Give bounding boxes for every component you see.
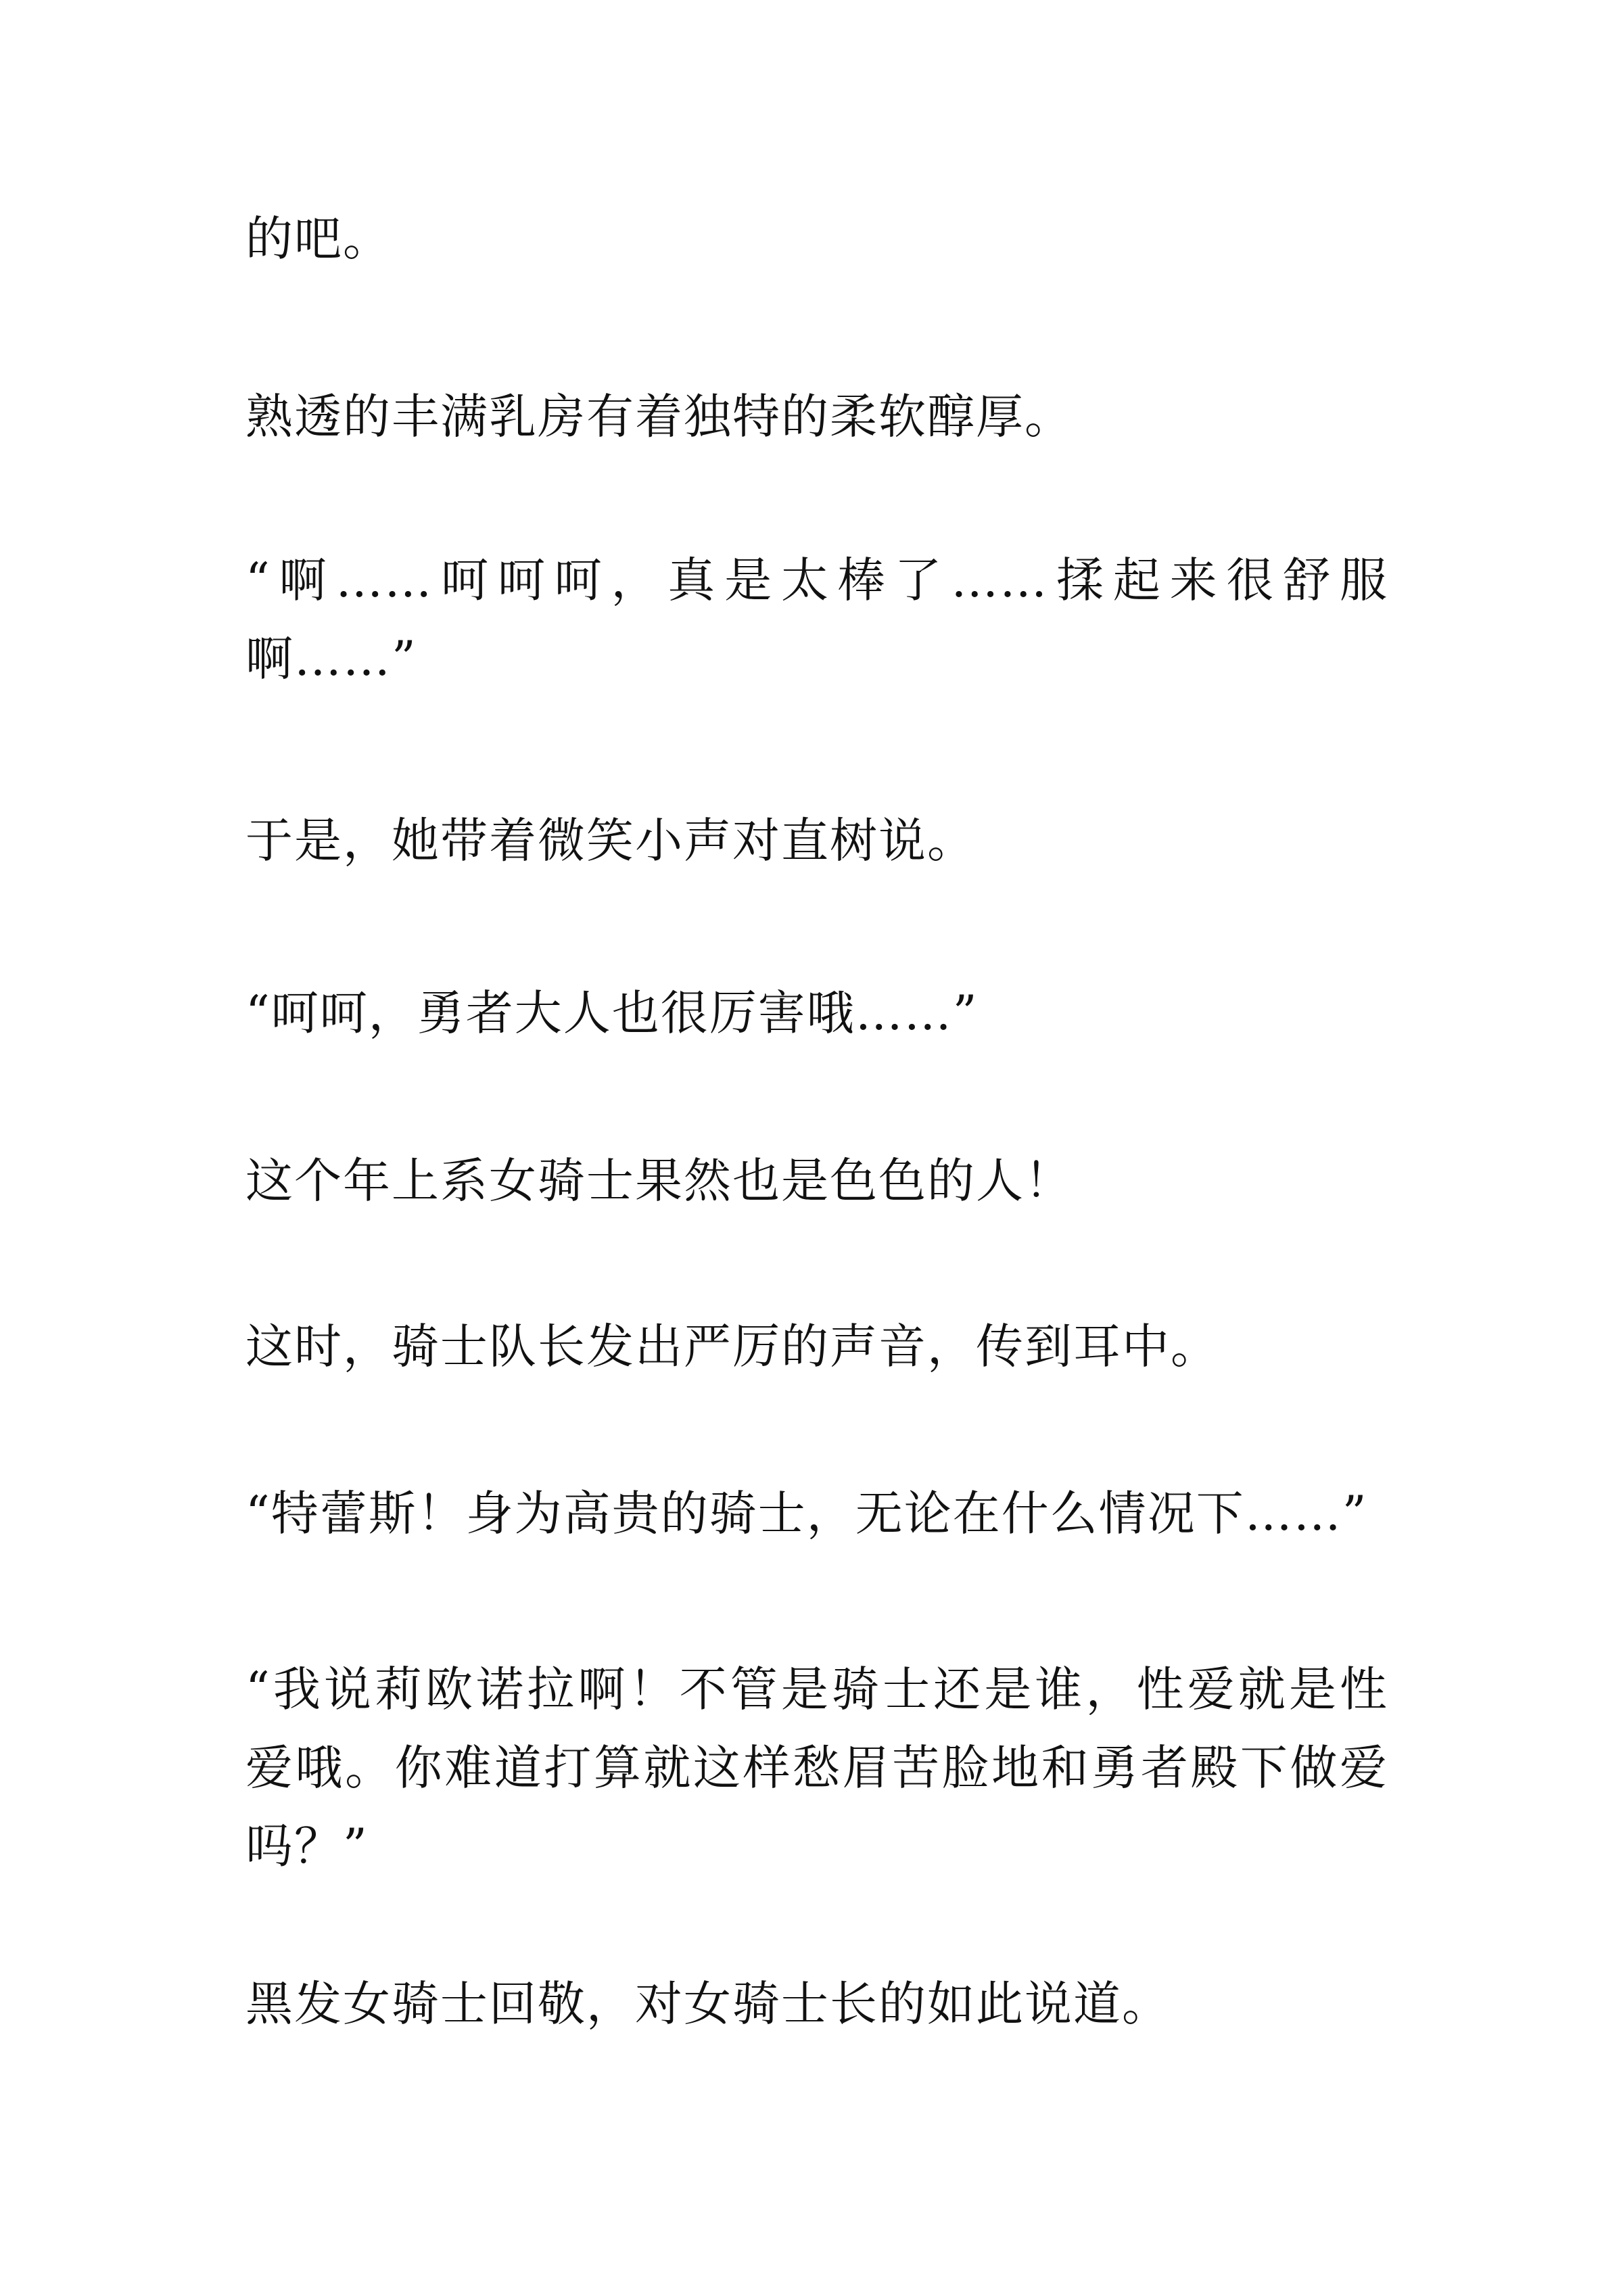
paragraph: 这时，骑士队长发出严厉的声音，传到耳中。 bbox=[245, 1319, 1219, 1374]
paragraph: “我说莉欧诺拉啊！不管是骑士还是谁，性爱就是性爱哦。你难道打算就这样愁眉苦脸地和勇者殿下做爱吗？” bbox=[245, 1662, 1388, 1874]
paragraph: “特蕾斯！身为高贵的骑士，无论在什么情况下……” bbox=[245, 1486, 1368, 1541]
paragraph: 这个年上系女骑士果然也是色色的人！ bbox=[245, 1153, 1073, 1209]
paragraph: “啊……呵呵呵，真是太棒了……揉起来很舒服啊……” bbox=[245, 553, 1388, 686]
paragraph: “呵呵，勇者大人也很厉害哦……” bbox=[245, 985, 979, 1041]
paragraph: 的吧。 bbox=[245, 211, 392, 266]
paragraph: 于是，她带着微笑小声对直树说。 bbox=[245, 813, 976, 868]
paragraph: 黑发女骑士回敬，对女骑士长的如此说道。 bbox=[245, 1976, 1171, 2032]
paragraph: 熟透的丰满乳房有着独特的柔软醇厚。 bbox=[245, 389, 1073, 444]
